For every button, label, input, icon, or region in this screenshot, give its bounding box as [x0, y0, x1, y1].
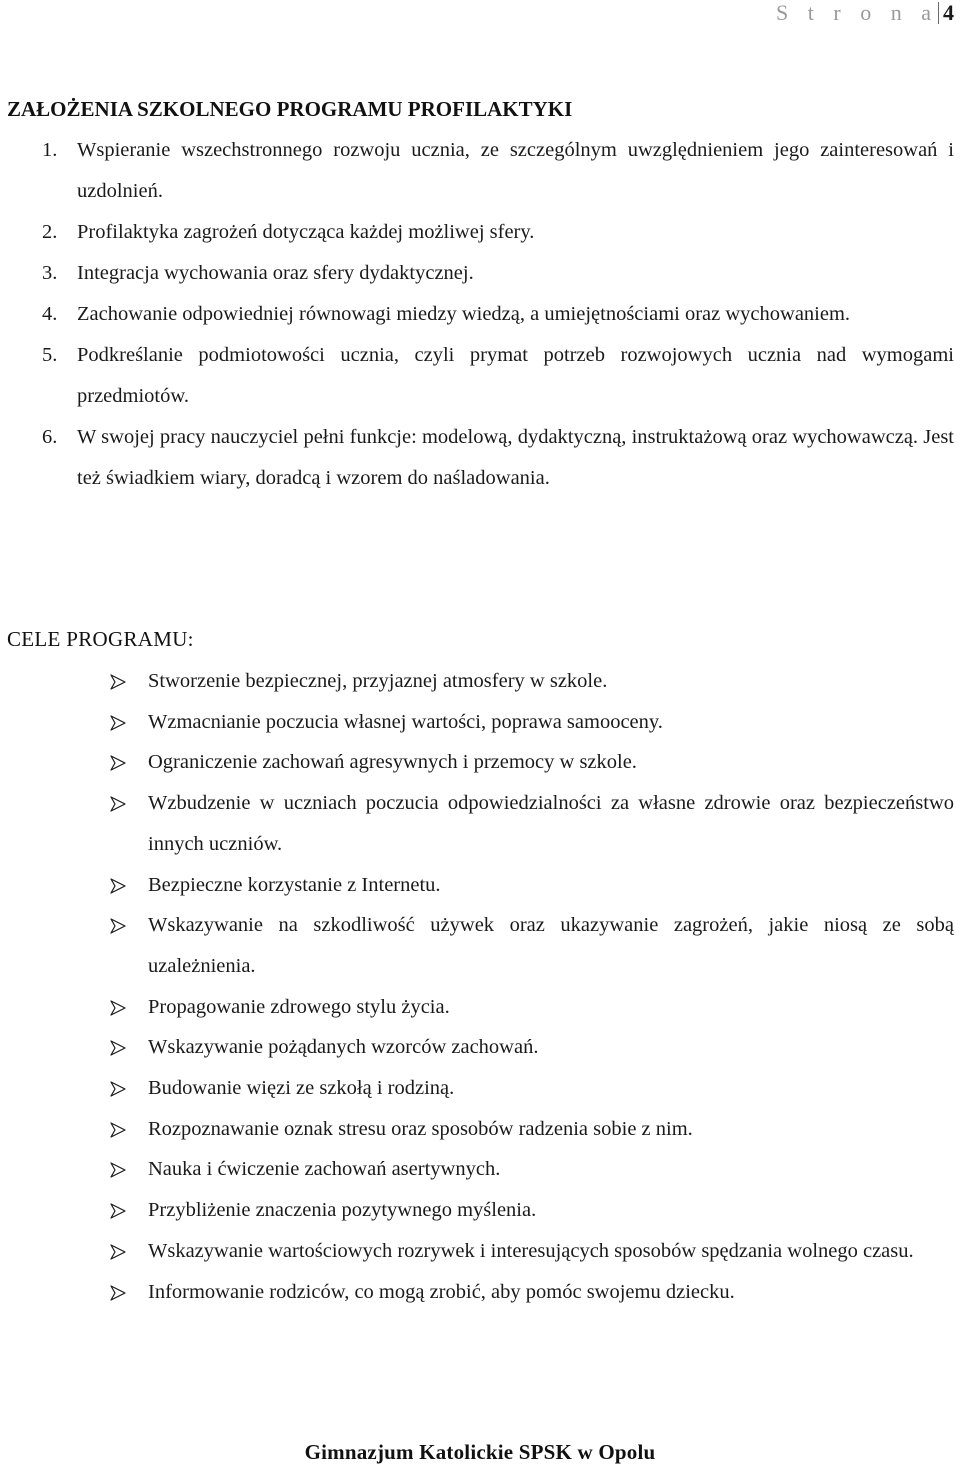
list-item [110, 742, 954, 783]
assumptions-list [42, 130, 954, 499]
list-item [42, 253, 954, 294]
page-label: S t r o n a [776, 0, 938, 25]
list-item [110, 1190, 954, 1231]
list-item [110, 1027, 954, 1068]
list-item [110, 1068, 954, 1109]
list-item [110, 1149, 954, 1190]
item-number: 6. [42, 426, 58, 448]
list-item [110, 1272, 954, 1313]
item-number: 5. [42, 344, 58, 366]
list-item [110, 661, 954, 702]
goal-text: Informowanie rodziców, co mogą zrobić, aby pomóc swojemu dziecku. [148, 1280, 735, 1303]
item-number: 4. [42, 303, 58, 325]
arrow-bullet-icon [110, 1285, 126, 1301]
goal-text: Wzmacnianie poczucia własnej wartości, poprawa samooceny. [148, 710, 663, 733]
list-item [42, 417, 954, 499]
arrow-bullet-icon [110, 1000, 126, 1016]
header-separator [938, 2, 939, 24]
page-number: 4 [943, 0, 954, 25]
page-footer: Gimnazjum Katolickie SPSK w Opolu [304, 1440, 656, 1464]
item-number: 1. [42, 139, 58, 161]
item-number: 3. [42, 262, 58, 284]
list-item [42, 130, 954, 212]
page-header [776, 0, 954, 26]
list-item [110, 905, 954, 986]
goal-text: Wskazywanie pożądanych wzorców zachowań. [148, 1036, 539, 1059]
list-item [110, 702, 954, 743]
item-number: 2. [42, 221, 58, 243]
goal-text: Ograniczenie zachowań agresywnych i przemocy w szkole. [148, 751, 637, 774]
item-text: W swojej pracy nauczyciel pełni funkcje: modelową, dydaktyczną, instruktażową oraz wychowawczą. Jest też świadkiem wiary, doradcą i wzorem do naśladowania. [77, 426, 954, 489]
arrow-bullet-icon [110, 796, 126, 812]
goal-text: Rozpoznawanie oznak stresu oraz sposobów radzenia sobie z nim. [148, 1117, 693, 1140]
item-text: Zachowanie odpowiedniej równowagi miedzy wiedzą, a umiejętnościami oraz wychowaniem. [77, 303, 851, 325]
goal-text: Wzbudzenie w uczniach poczucia odpowiedzialności za własne zdrowie oraz bezpieczeństwo innych uczniów. [148, 792, 954, 855]
item-text: Podkreślanie podmiotowości ucznia, czyli prymat potrzeb rozwojowych ucznia nad wymogami przedmiotów. [77, 344, 954, 407]
list-item [42, 294, 954, 335]
goals-list [110, 661, 954, 1312]
arrow-bullet-icon [110, 1162, 126, 1178]
section-title-assumptions: ZAŁOŻENIA SZKOLNEGO PROGRAMU PROFILAKTYKI [7, 97, 573, 121]
arrow-bullet-icon [110, 1244, 126, 1260]
goal-text: Wskazywanie wartościowych rozrywek i interesujących sposobów spędzania wolnego czasu. [148, 1239, 914, 1262]
list-item [110, 783, 954, 864]
item-text: Integracja wychowania oraz sfery dydaktycznej. [77, 262, 474, 284]
section-title-goals: CELE PROGRAMU: [7, 627, 194, 651]
goal-text: Stworzenie bezpiecznej, przyjaznej atmosfery w szkole. [148, 670, 608, 692]
list-item [110, 1109, 954, 1150]
arrow-bullet-icon [110, 878, 126, 894]
item-text: Wspieranie wszechstronnego rozwoju ucznia, ze szczególnym uwzględnieniem jego zainteresowań i uzdolnień. [77, 139, 954, 202]
list-item [110, 987, 954, 1028]
arrow-bullet-icon [110, 1122, 126, 1138]
arrow-bullet-icon [110, 674, 126, 690]
goal-text: Przybliżenie znaczenia pozytywnego myślenia. [148, 1199, 537, 1222]
goal-text: Propagowanie zdrowego stylu życia. [148, 995, 450, 1018]
list-item [42, 335, 954, 417]
item-text: Profilaktyka zagrożeń dotycząca każdej możliwej sfery. [77, 221, 535, 243]
arrow-bullet-icon [110, 1081, 126, 1097]
goal-text: Budowanie więzi ze szkołą i rodziną. [148, 1077, 455, 1100]
goal-text: Nauka i ćwiczenie zachowań asertywnych. [148, 1158, 501, 1181]
arrow-bullet-icon [110, 1040, 126, 1056]
goal-text: Wskazywanie na szkodliwość używek oraz ukazywanie zagrożeń, jakie niosą ze sobą uzależnienia. [148, 914, 954, 977]
list-item [110, 865, 954, 906]
arrow-bullet-icon [110, 918, 126, 934]
goal-text: Bezpieczne korzystanie z Internetu. [148, 873, 441, 896]
list-item [110, 1231, 954, 1272]
arrow-bullet-icon [110, 755, 126, 771]
arrow-bullet-icon [110, 715, 126, 731]
list-item [42, 212, 954, 253]
arrow-bullet-icon [110, 1203, 126, 1219]
